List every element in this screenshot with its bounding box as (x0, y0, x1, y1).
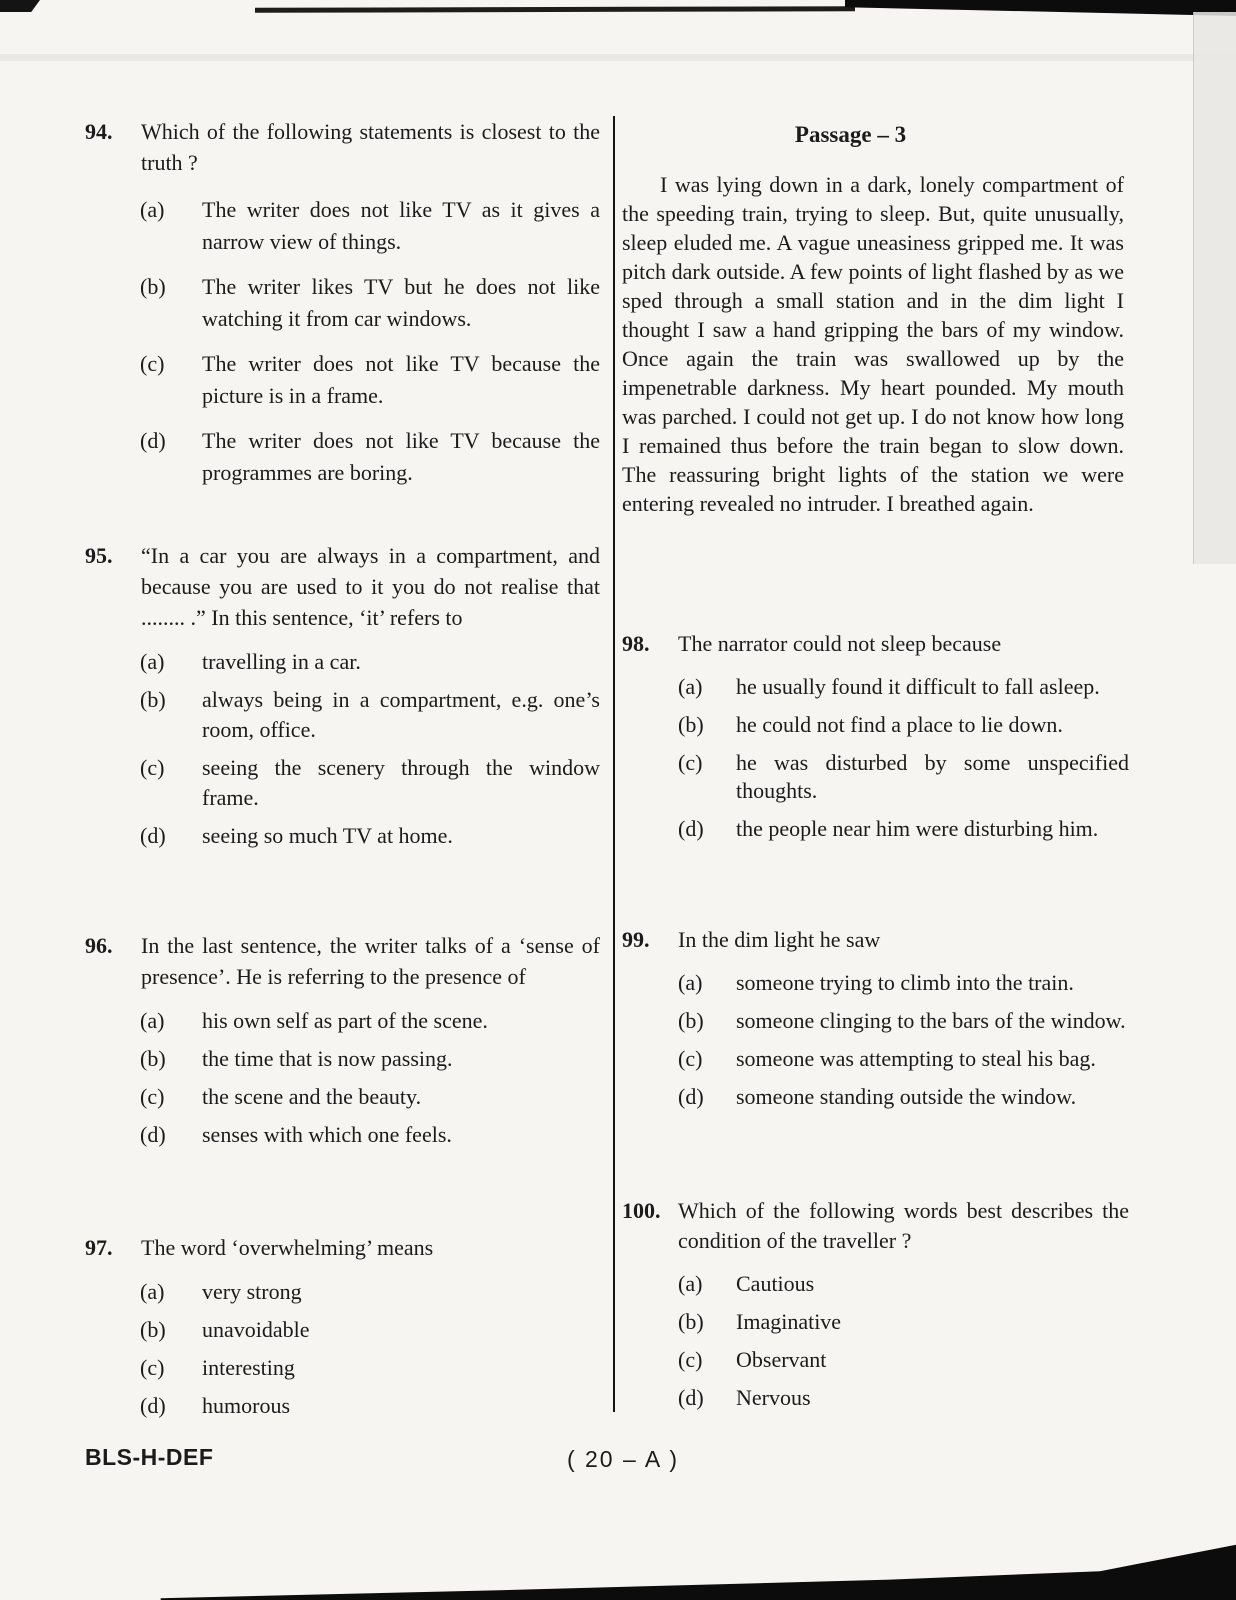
scan-mark-top-left (0, 0, 40, 12)
question-96-option-a (140, 1006, 600, 1036)
option-a-label: (a) (678, 970, 703, 995)
question-97-option-a (140, 1277, 600, 1307)
question-98-option-c (678, 749, 1129, 805)
scan-edge-band (1193, 12, 1236, 564)
option-b-label: (b) (140, 1317, 166, 1342)
option-b-text: unavoidable (202, 1317, 310, 1342)
question-97-text: The word ‘overwhelming’ means (141, 1235, 434, 1260)
question-95-option-b (140, 685, 600, 745)
option-c-label: (c) (140, 755, 165, 780)
option-c-label: (c) (678, 750, 703, 775)
question-100-option-d (678, 1384, 1129, 1412)
question-99-number: 99. (622, 927, 650, 952)
question-99-options (622, 969, 1129, 1111)
page-number: ( 20 – A ) (566, 1446, 680, 1472)
question-99 (622, 925, 1129, 1111)
question-95 (85, 540, 600, 851)
question-98 (622, 629, 1129, 843)
question-97-number: 97. (85, 1235, 113, 1260)
option-c-text: interesting (202, 1355, 295, 1380)
question-95-option-d (140, 821, 600, 851)
question-94-number: 94. (85, 119, 113, 144)
option-d-text: seeing so much TV at home. (202, 823, 453, 848)
option-a-text: travelling in a car. (202, 649, 361, 674)
question-95-option-a (140, 647, 600, 677)
option-a-label: (a) (140, 649, 165, 674)
passage-title: Passage – 3 (794, 122, 907, 147)
question-97-head (85, 1232, 600, 1263)
question-100 (622, 1196, 1129, 1412)
question-96-text: In the last sentence, the writer talks of a ‘sense of presence’. He is referring to the presence of (141, 933, 600, 989)
option-a-label: (a) (140, 197, 165, 222)
question-100-options (622, 1270, 1129, 1412)
question-99-option-b (678, 1007, 1129, 1035)
option-d-label: (d) (678, 816, 704, 841)
question-98-option-b (678, 711, 1129, 739)
question-94-options (85, 194, 600, 489)
option-d-text: The writer does not like TV because the programmes are boring. (202, 428, 600, 485)
question-96 (85, 930, 600, 1150)
option-a-text: he usually found it difficult to fall asleep. (736, 674, 1100, 699)
question-100-option-b (678, 1308, 1129, 1336)
option-d-text: Nervous (736, 1385, 811, 1410)
option-a-label: (a) (140, 1279, 165, 1304)
question-98-options (622, 673, 1129, 843)
question-98-text: The narrator could not sleep because (678, 631, 1002, 656)
option-b-text: someone clinging to the bars of the window. (736, 1008, 1126, 1033)
scan-bar-bottom (0, 1540, 1236, 1600)
option-d-text: senses with which one feels. (202, 1122, 452, 1147)
option-c-label: (c) (678, 1046, 703, 1071)
option-b-text: the time that is now passing. (202, 1046, 453, 1071)
option-b-label: (b) (678, 712, 704, 737)
question-96-option-c (140, 1082, 600, 1112)
scan-line-top (255, 6, 855, 13)
question-95-number: 95. (85, 543, 113, 568)
option-a-text: very strong (202, 1279, 302, 1304)
option-c-text: seeing the scenery through the window frame. (202, 755, 600, 810)
question-100-option-c (678, 1346, 1129, 1374)
question-95-option-c (140, 753, 600, 813)
question-95-text: “In a car you are always in a compartment, and because you are used to it you do not realise that ........ .” In this sentence, ‘it’ refers to (141, 543, 600, 630)
option-d-text: the people near him were disturbing him. (736, 816, 1099, 841)
option-d-label: (d) (140, 1393, 166, 1418)
question-99-option-d (678, 1083, 1129, 1111)
option-b-text: The writer likes TV but he does not like watching it from car windows. (202, 274, 600, 331)
question-94 (85, 116, 600, 489)
question-98-option-a (678, 673, 1129, 701)
option-a-text: Cautious (736, 1271, 815, 1296)
question-100-head (622, 1196, 1129, 1256)
option-c-text: Observant (736, 1347, 827, 1372)
option-c-label: (c) (140, 1355, 165, 1380)
question-94-option-c (140, 348, 600, 412)
column-divider-rule (613, 116, 615, 1412)
option-c-text: he was disturbed by some unspecified thoughts. (736, 750, 1129, 803)
question-96-option-d (140, 1120, 600, 1150)
option-b-text: he could not find a place to lie down. (736, 712, 1063, 737)
question-98-number: 98. (622, 631, 650, 656)
scan-bar-top-right (845, 0, 1236, 16)
question-96-number: 96. (85, 933, 113, 958)
question-95-options (85, 647, 600, 851)
question-100-option-a (678, 1270, 1129, 1298)
option-b-text: Imaginative (736, 1309, 842, 1334)
question-99-option-a (678, 969, 1129, 997)
option-a-label: (a) (678, 1271, 703, 1296)
question-96-option-b (140, 1044, 600, 1074)
option-c-label: (c) (140, 1084, 165, 1109)
option-d-text: humorous (202, 1393, 290, 1418)
question-99-text: In the dim light he saw (678, 927, 881, 952)
option-d-label: (d) (140, 1122, 166, 1147)
question-95-head (85, 540, 600, 633)
question-96-head (85, 930, 600, 992)
booklet-code: BLS-H-DEF (85, 1444, 214, 1470)
question-100-number: 100. (622, 1198, 661, 1223)
option-b-label: (b) (140, 687, 166, 712)
option-a-text: The writer does not like TV as it gives a narrow view of things. (202, 197, 600, 254)
question-99-head (622, 925, 1129, 955)
question-96-options (85, 1006, 600, 1150)
option-d-text: someone standing outside the window. (736, 1084, 1077, 1109)
passage-text: I was lying down in a dark, lonely compartment of the speeding train, trying to sleep. But, quite unusually, sleep eluded me. A vague uneasiness gripped me. It was pitch dark outside. A few points of light flashed by as we sped through a small station and in the dim light I thought I saw a hand gripping the bars of my window. Once again the train was swallowed up by the impenetrable darkness. My heart pounded. My mouth was parched. I could not get up. I do not know how long I remained thus before the train began to slow down. The reassuring bright lights of the station we were entering revealed no intruder. I breathed again. (622, 172, 1124, 516)
question-97 (85, 1232, 600, 1421)
option-b-label: (b) (678, 1309, 704, 1334)
option-b-label: (b) (140, 274, 166, 299)
question-100-text: Which of the following words best describes the condition of the traveller ? (678, 1198, 1129, 1253)
option-d-label: (d) (140, 823, 166, 848)
option-c-label: (c) (140, 351, 165, 376)
option-a-label: (a) (678, 674, 703, 699)
question-94-text: Which of the following statements is closest to the truth ? (141, 119, 600, 175)
option-b-label: (b) (140, 1046, 166, 1071)
option-c-label: (c) (678, 1347, 703, 1372)
option-d-label: (d) (678, 1385, 704, 1410)
scan-smudge (0, 54, 1236, 61)
option-b-label: (b) (678, 1008, 704, 1033)
question-94-option-d (140, 425, 600, 489)
option-d-label: (d) (678, 1084, 704, 1109)
question-94-option-a (140, 194, 600, 258)
option-a-text: his own self as part of the scene. (202, 1008, 488, 1033)
option-a-label: (a) (140, 1008, 165, 1033)
question-97-option-d (140, 1391, 600, 1421)
question-94-head (85, 116, 600, 178)
option-c-text: the scene and the beauty. (202, 1084, 422, 1109)
option-d-label: (d) (140, 428, 166, 453)
question-97-option-c (140, 1353, 600, 1383)
question-97-option-b (140, 1315, 600, 1345)
option-c-text: The writer does not like TV because the picture is in a frame. (202, 351, 600, 408)
question-97-options (85, 1277, 600, 1421)
question-94-option-b (140, 271, 600, 335)
option-b-text: always being in a compartment, e.g. one’s room, office. (202, 687, 600, 742)
question-98-head (622, 629, 1129, 659)
question-99-option-c (678, 1045, 1129, 1073)
question-98-option-d (678, 815, 1129, 843)
option-a-text: someone trying to climb into the train. (736, 970, 1074, 995)
option-c-text: someone was attempting to steal his bag. (736, 1046, 1096, 1071)
